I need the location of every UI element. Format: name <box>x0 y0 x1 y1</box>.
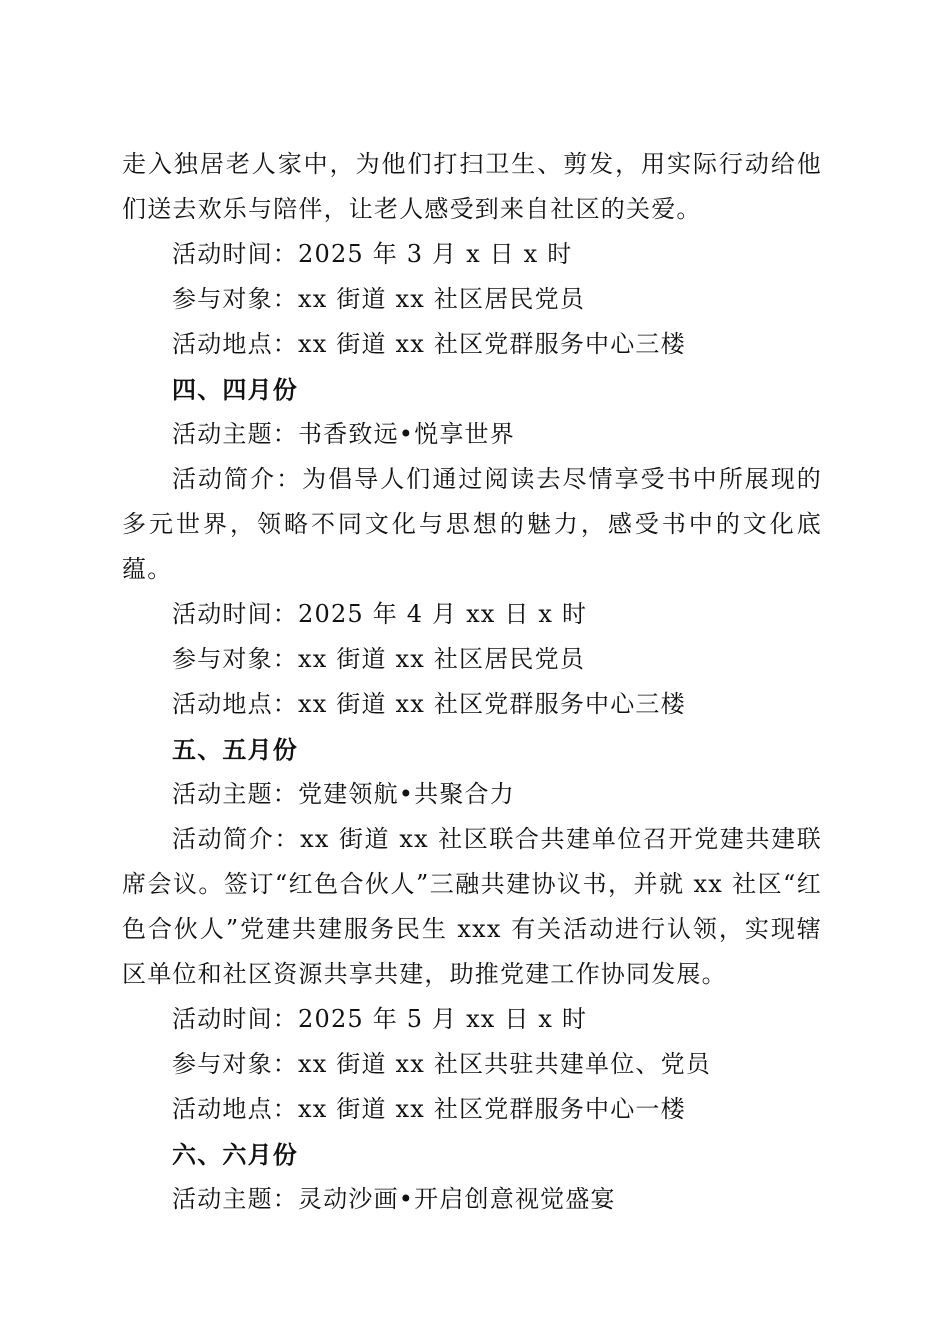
may-activity-time: 活动时间：2025 年 5 月 xx 日 x 时 <box>172 1005 588 1033</box>
may-participants: 参与对象：xx 街道 xx 社区共驻共建单位、党员 <box>172 1050 712 1078</box>
document-body <box>0 142 822 1222</box>
section-heading-april: 四、四月份 <box>172 375 298 404</box>
section-heading-may: 五、五月份 <box>172 735 298 764</box>
april-activity-theme: 活动主题：书香致远•悦享世界 <box>172 420 515 448</box>
march-activity-time: 活动时间：2025 年 3 月 x 日 x 时 <box>172 240 573 268</box>
april-activity-time: 活动时间：2025 年 4 月 xx 日 x 时 <box>172 600 588 628</box>
may-location: 活动地点：xx 街道 xx 社区党群服务中心一楼 <box>172 1095 686 1123</box>
may-activity-intro: 活动简介：xx 街道 xx 社区联合共建单位召开党建共建联席会议。签订“红色合伙人”三融共建协议书，并就 xx 社区“红色合伙人”党建共建服务民生 xxx 有关活动进行认领，实现辖区单位和社区资源共享共建，助推党建工作协同发展。 <box>122 825 822 988</box>
april-activity-intro: 活动简介：为倡导人们通过阅读去尽情享受书中所展现的多元世界，领略不同文化与思想的魅力，感受书中的文化底蕴。 <box>122 465 822 583</box>
paragraph-march-intro-continued: 走入独居老人家中，为他们打扫卫生、剪发，用实际行动给他们送去欢乐与陪伴，让老人感受到来自社区的关爱。 <box>122 150 822 223</box>
april-location: 活动地点：xx 街道 xx 社区党群服务中心三楼 <box>172 690 686 718</box>
march-location: 活动地点：xx 街道 xx 社区党群服务中心三楼 <box>172 330 686 358</box>
section-heading-june: 六、六月份 <box>172 1140 298 1169</box>
march-participants: 参与对象：xx 街道 xx 社区居民党员 <box>172 285 586 313</box>
june-activity-theme: 活动主题：灵动沙画•开启创意视觉盛宴 <box>172 1185 616 1213</box>
may-activity-theme: 活动主题：党建领航•共聚合力 <box>172 780 515 808</box>
april-participants: 参与对象：xx 街道 xx 社区居民党员 <box>172 645 586 673</box>
